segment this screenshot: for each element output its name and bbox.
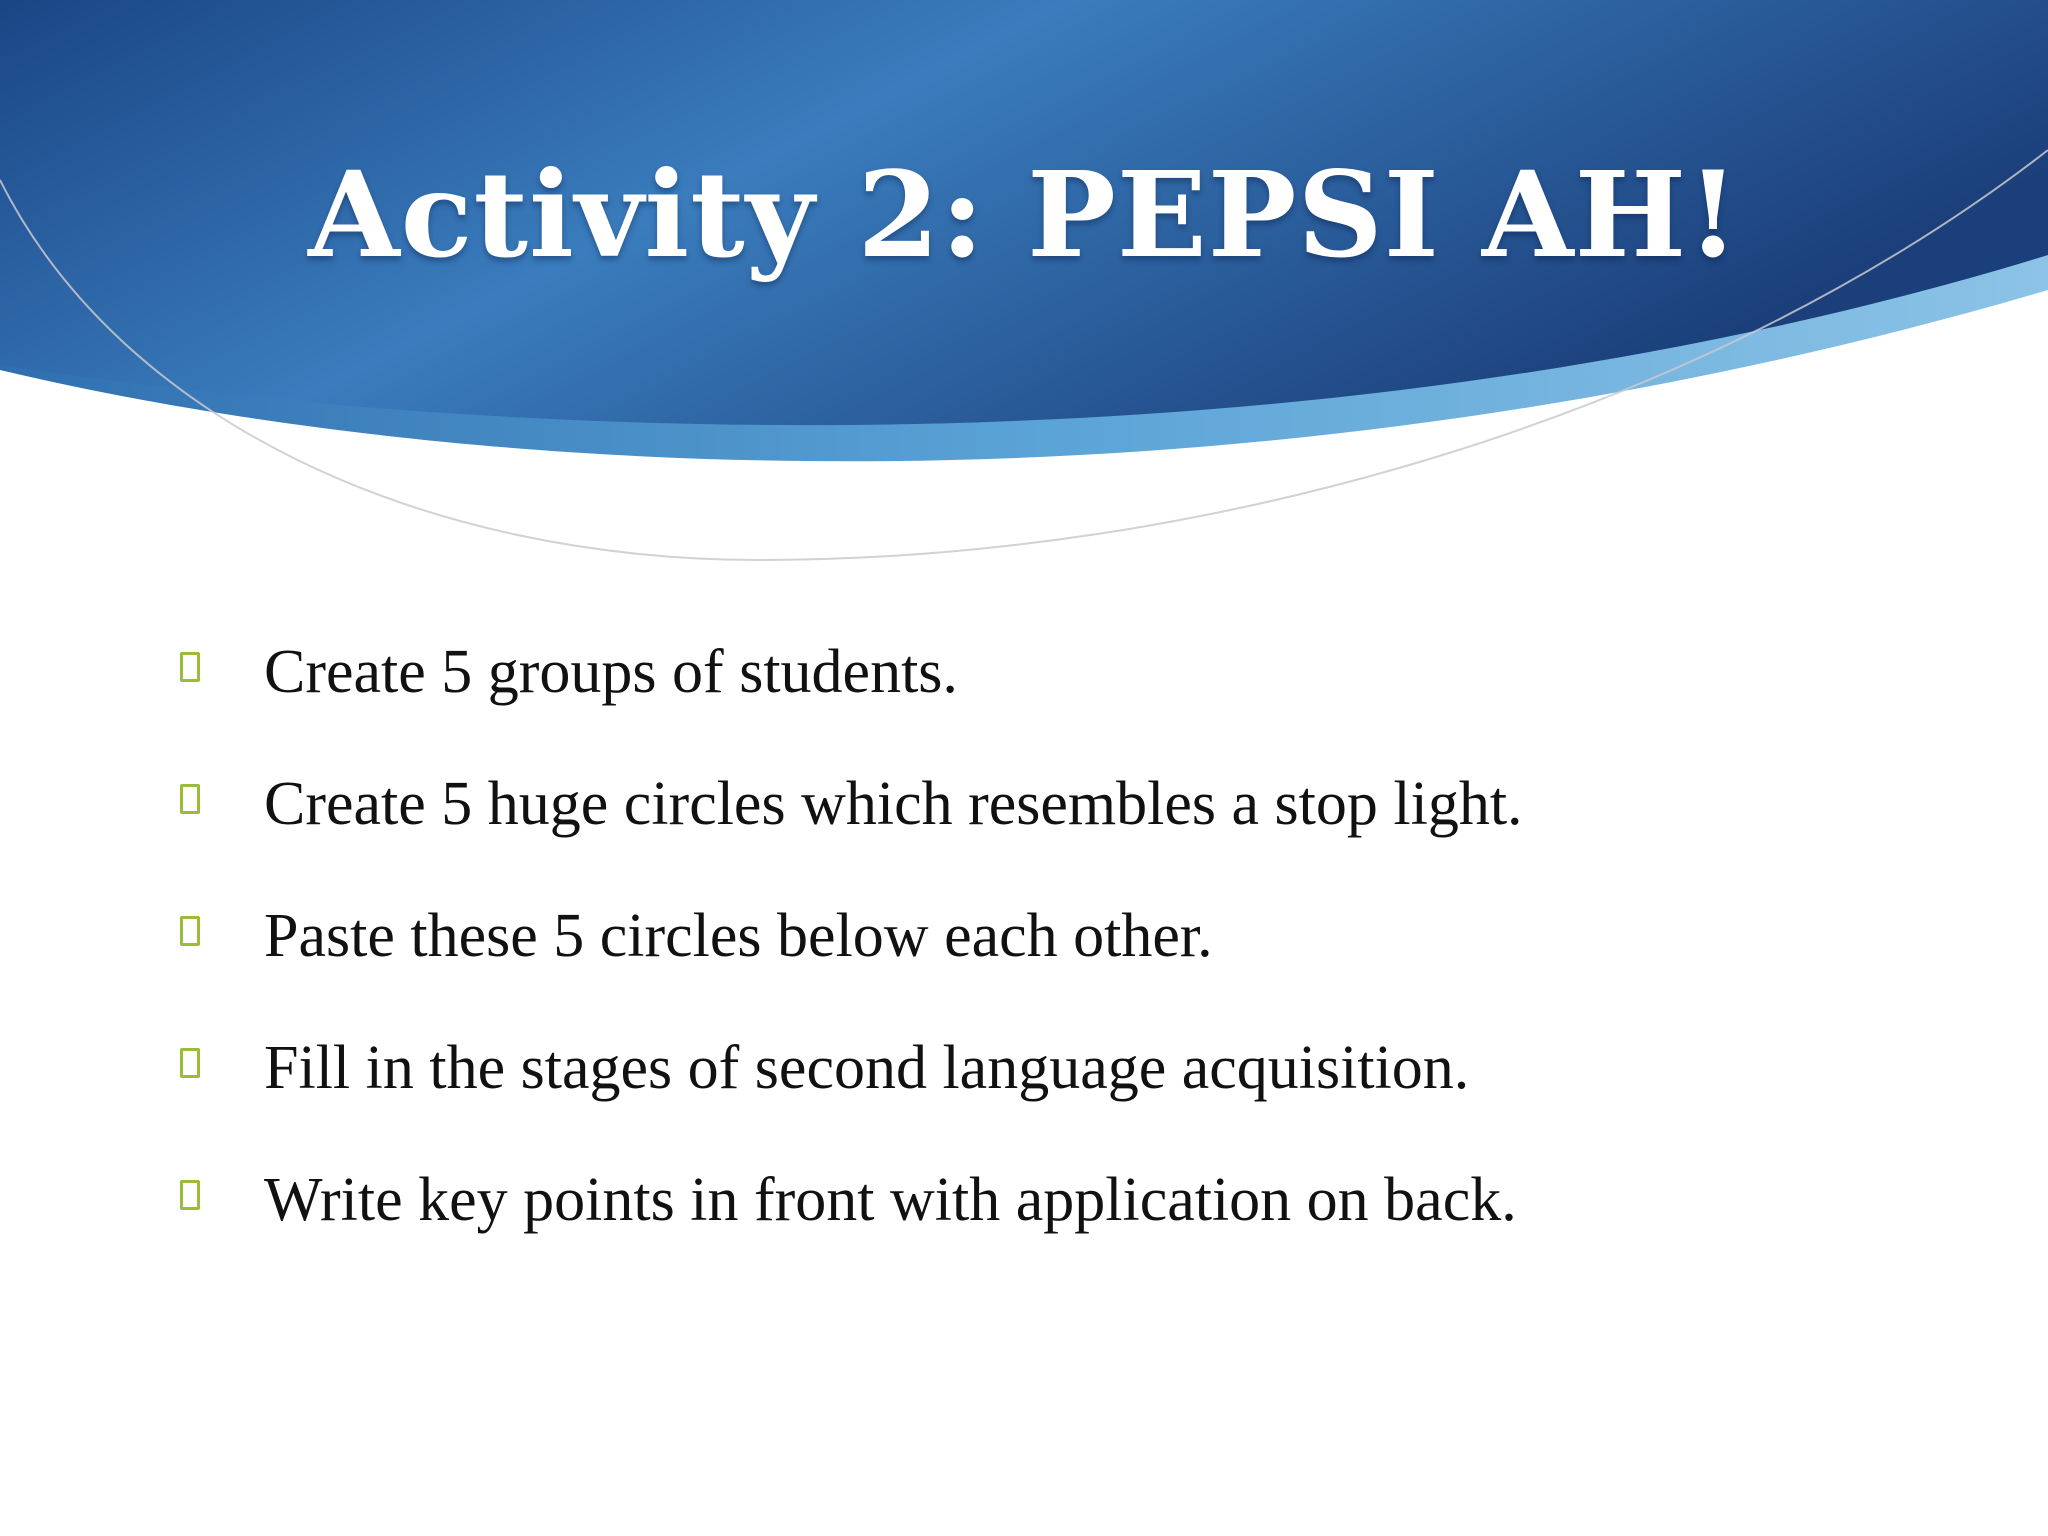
square-bullet-icon <box>180 784 200 814</box>
bullet-text: Paste these 5 circles below each other. <box>264 902 1213 970</box>
list-item <box>180 1026 1940 1158</box>
square-bullet-icon <box>180 1180 200 1210</box>
square-bullet-icon <box>180 1048 200 1078</box>
list-item <box>180 894 1940 1026</box>
square-bullet-icon <box>180 916 200 946</box>
list-item <box>180 762 1940 894</box>
list-item <box>180 1158 1940 1290</box>
slide-title: Activity 2: PEPSI AH! <box>308 145 1740 284</box>
header-banner <box>0 0 2048 600</box>
bullet-text: Write key points in front with application on back. <box>264 1166 1517 1234</box>
square-bullet-icon <box>180 652 200 682</box>
bullet-text: Create 5 groups of students. <box>264 638 958 706</box>
list-item <box>180 630 1940 762</box>
bullet-text: Create 5 huge circles which resembles a stop light. <box>264 770 1523 838</box>
bullet-text: Fill in the stages of second language acquisition. <box>264 1034 1470 1102</box>
bullet-list <box>180 630 1940 1290</box>
